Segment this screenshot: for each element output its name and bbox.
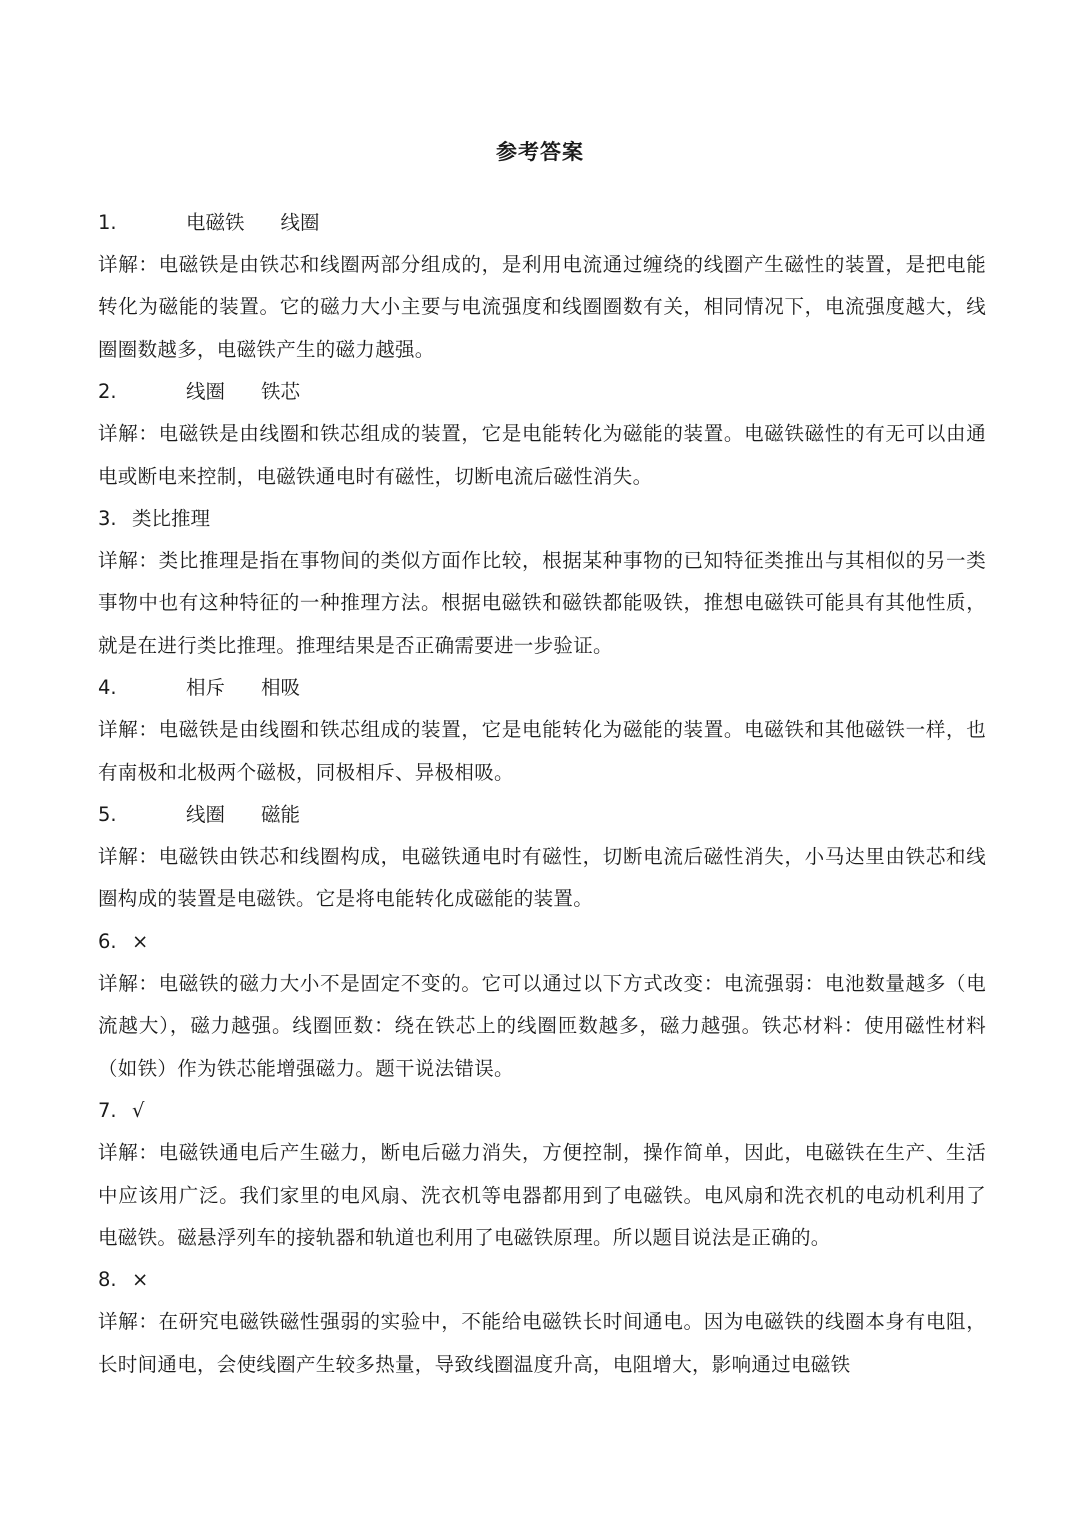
answer-line (98, 202, 986, 244)
answer-blank: 电磁铁 (186, 211, 245, 234)
answer-blank: 线圈 (186, 380, 226, 404)
answer-line (98, 1259, 986, 1301)
page-title: 参考答案 (496, 140, 584, 164)
question-8 (98, 1259, 986, 1386)
question-3 (98, 498, 986, 667)
question-2 (98, 371, 986, 498)
answer-mark: √ (132, 1099, 145, 1123)
explanation: 详解：在研究电磁铁磁性强弱的实验中，不能给电磁铁长时间通电。因为电磁铁的线圈本身有电阻，长时间通电，会使线圈产生较多热量，导致线圈温度升高，电阻增大，影响通过电磁铁 (98, 1310, 986, 1376)
answer-line (98, 1090, 986, 1132)
explanation: 详解：电磁铁是由铁芯和线圈两部分组成的，是利用电流通过缠绕的线圈产生磁性的装置，是把电能转化为磁能的装置。它的磁力大小主要与电流强度和线圈圈数有关，相同情况下，电流强度越大，线圈圈数越多，电磁铁产生的磁力越强。 (98, 253, 986, 361)
question-number: 5. (98, 803, 117, 827)
explanation: 详解：电磁铁是由线圈和铁芯组成的装置，它是电能转化为磁能的装置。电磁铁和其他磁铁一样，也有南极和北极两个磁极，同极相斥、异极相吸。 (98, 718, 986, 784)
question-number: 6. (98, 929, 117, 953)
question-7 (98, 1090, 986, 1259)
answer-line (98, 371, 986, 413)
explanation: 详解：电磁铁由铁芯和线圈构成，电磁铁通电时有磁性，切断电流后磁性消失，小马达里由铁芯和线圈构成的装置是电磁铁。它是将电能转化成磁能的装置。 (98, 845, 986, 911)
question-number: 3. (98, 507, 117, 531)
question-number: 7. (98, 1099, 117, 1123)
answer-blank: 磁能 (261, 803, 301, 827)
question-number: 4. (98, 676, 117, 700)
question-6 (98, 921, 986, 1090)
answer-mark: × (132, 1268, 149, 1292)
answer-blank: 相吸 (261, 676, 301, 700)
answer-blank: 类比推理 (132, 507, 211, 531)
answer-line (98, 667, 986, 709)
question-number: 8. (98, 1268, 117, 1292)
answer-line (98, 498, 986, 540)
question-1 (98, 202, 986, 371)
answer-line (98, 794, 986, 836)
explanation: 详解：电磁铁的磁力大小不是固定不变的。它可以通过以下方式改变：电流强弱：电池数量越多（电流越大），磁力越强。线圈匝数：绕在铁芯上的线圈匝数越多，磁力越强。铁芯材料：使用磁性材料（如铁）作为铁芯能增强磁力。题干说法错误。 (98, 971, 986, 1080)
answer-list (98, 202, 986, 1386)
question-number: 1. (98, 211, 117, 234)
answer-mark: × (132, 929, 149, 953)
question-5 (98, 794, 986, 921)
answer-blank: 铁芯 (261, 380, 301, 404)
question-number: 2. (98, 380, 117, 404)
answer-blank: 相斥 (186, 676, 226, 700)
explanation: 详解：电磁铁通电后产生磁力，断电后磁力消失，方便控制，操作简单，因此，电磁铁在生产、生活中应该用广泛。我们家里的电风扇、洗衣机等电器都用到了电磁铁。电风扇和洗衣机的电动机利用了电磁铁。磁悬浮列车的接轨器和轨道也利用了电磁铁原理。所以题目说法是正确的。 (98, 1141, 986, 1249)
explanation: 详解：类比推理是指在事物间的类似方面作比较，根据某种事物的已知特征类推出与其相似的另一类事物中也有这种特征的一种推理方法。根据电磁铁和磁铁都能吸铁，推想电磁铁可能具有其他性质，就是在进行类比推理。推理结果是否正确需要进一步验证。 (98, 549, 986, 657)
question-4 (98, 667, 986, 794)
answer-blank: 线圈 (186, 803, 226, 827)
answer-line (98, 921, 986, 963)
explanation: 详解：电磁铁是由线圈和铁芯组成的装置，它是电能转化为磁能的装置。电磁铁磁性的有无可以由通电或断电来控制，电磁铁通电时有磁性，切断电流后磁性消失。 (98, 422, 986, 488)
answer-blank: 线圈 (280, 211, 320, 234)
